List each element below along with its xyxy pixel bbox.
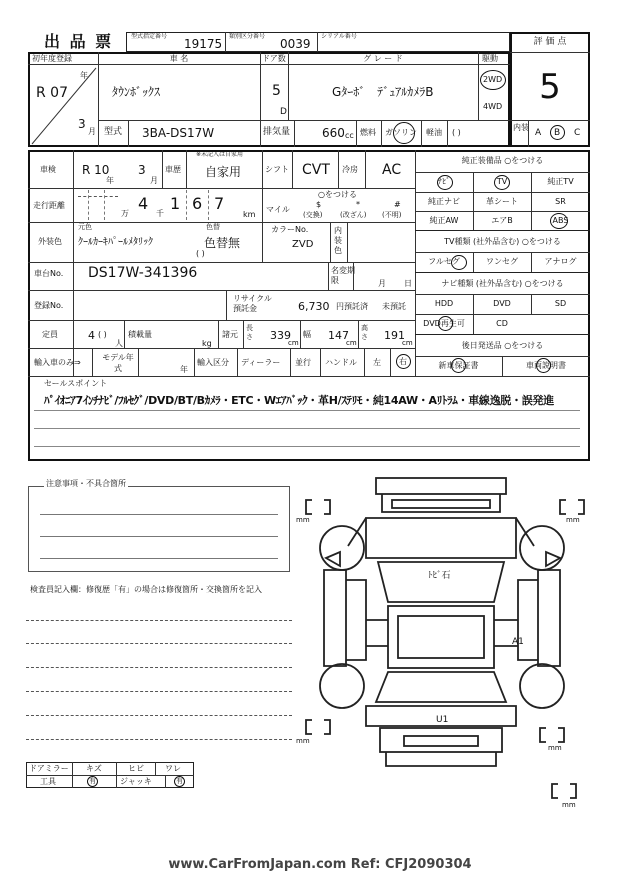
drive-2wd: 2WD (483, 75, 503, 84)
navi-sd: SD (554, 299, 567, 308)
interior-color-label: 内装色 (334, 226, 342, 255)
model-code-value: 3BA-DS17W (142, 126, 215, 140)
sales-point-label: セールスポイント (44, 379, 108, 388)
import-div-label: 輸入区分 (197, 358, 229, 367)
car-damage-diagram (296, 470, 596, 810)
load-label: 積載量 (128, 330, 152, 339)
color-no-label: カラーNo. (271, 225, 309, 234)
equip-leather-seat: 革シート (486, 197, 518, 206)
mileage-sen-unit: 千 (156, 209, 164, 218)
navi-type-title: ナビ種類 (社外品含む) ○をつける (441, 279, 564, 288)
shift-value: CVT (302, 162, 330, 178)
legend-scratch: キズ (86, 764, 102, 773)
color-paren: ( ) (196, 249, 205, 258)
capacity-value: 4 (88, 329, 95, 342)
mileage-km-unit: km (243, 210, 256, 219)
first-reg-label: 初年度登録 (32, 54, 72, 63)
color-no-value: ZVD (292, 239, 314, 250)
mileage-digit-man: 4 (138, 194, 149, 213)
history-note: ※未記入は自家用 (196, 151, 244, 158)
light-oil-value: ( ) (452, 128, 461, 137)
mm-rear-left: mm (296, 737, 310, 745)
asterisk-label: * (356, 200, 360, 209)
model-designation-value: 19175 (184, 37, 223, 51)
dollar-sub: (交換) (303, 211, 323, 219)
mm-front-right: mm (566, 516, 580, 524)
legend-break: ワレ (165, 764, 181, 773)
fuel-value: ガソリン (385, 128, 417, 137)
registration-label: 登録No. (34, 301, 64, 310)
navi-hdd: HDD (434, 299, 454, 308)
serial-label: シリアル番号 (321, 33, 357, 40)
not-deposited: 未預託 (382, 302, 406, 311)
mileage-man-unit: 万 (121, 209, 129, 218)
equip-airbag: エアB (491, 216, 513, 225)
dollar-label: $ (316, 200, 322, 209)
model-year-unit: 年 (180, 365, 188, 374)
width-value: 147 (328, 329, 349, 342)
height-label: 高さ (361, 324, 368, 341)
interior-c: C (574, 128, 581, 138)
mark-u1: U1 (436, 715, 449, 725)
equip-abs: ABS (552, 216, 569, 225)
length-label: 長さ (246, 324, 253, 341)
shaken-month: 3 (138, 163, 146, 177)
inspector-label: 検査員記入欄：修復歴「有」の場合は修復箇所・交換箇所を記入 (30, 585, 262, 594)
tv-oneseg: ワンセグ (486, 257, 518, 266)
shift-label: シフト (265, 165, 289, 174)
first-reg-month: 3 (78, 117, 86, 131)
displacement-value: 660 (322, 126, 345, 140)
mark-chipping: ﾄﾋﾞ石 (428, 571, 451, 581)
legend-tools: 工具 (40, 777, 56, 786)
sales-point-text: ﾊﾟｲｵﾆｱ7ｲﾝﾁﾅﾋﾞ/ﾌﾙｾｸﾞ/DVD/BT/Bｶﾒﾗ・ETC・Wｴｱﾊﾞｯｸ・革H/ｽﾃﾘﾓ・純14AW・Aﾘﾄﾗﾑ・車線逸脱・誤発進 (44, 394, 554, 407)
mile-label: マイル (266, 205, 290, 214)
form-title: 出 品 票 (44, 32, 114, 51)
fuel-label: 燃料 (360, 128, 376, 137)
chassis-value: DS17W-341396 (88, 265, 198, 281)
import-only-label: 輸入車のみ⇒ (34, 358, 81, 367)
capacity-paren: ( ) (98, 330, 107, 339)
mark-a1: A1 (512, 637, 524, 647)
load-kg-unit: kg (202, 339, 212, 348)
asterisk-sub: (改ざん) (340, 211, 367, 219)
mm-rear-right: mm (548, 744, 562, 752)
color-label: 外装色 (38, 237, 62, 246)
first-reg-year-unit: 年 (80, 71, 88, 80)
doors-value: 5 (272, 83, 281, 99)
chassis-label: 車台No. (34, 269, 64, 278)
category-value: 0039 (280, 37, 311, 51)
first-reg-era: R 07 (36, 85, 68, 101)
legend-tools-value: 有 (89, 777, 96, 785)
shaken-month-unit: 月 (150, 176, 158, 185)
color-original-value: ｸｰﾙｶｰｷﾊﾟｰﾙﾒﾀﾘｯｸ (78, 237, 153, 248)
mileage-circle-note: ○をつける (318, 190, 357, 199)
legend-door-mirror: ドアミラー (29, 764, 69, 773)
history-value: 自家用 (205, 165, 242, 179)
recycle-unit: 円預託済 (336, 302, 368, 311)
navi-cd: CD (496, 319, 508, 328)
first-reg-month-unit: 月 (88, 127, 96, 136)
car-name-label: 車 名 (169, 54, 189, 63)
later-shipment-title: 後日発送品 ○をつける (461, 341, 544, 350)
defects-label: 注意事項・不具合箇所 (46, 479, 126, 488)
drive-4wd: 4WD (483, 102, 503, 111)
grade-value: Gﾀｰﾎﾞ ﾃﾞｭｱﾙｶﾒﾗB (332, 85, 434, 99)
equip-genuine-navi: 純正ナビ (428, 197, 460, 206)
navi-dvd: DVD (493, 299, 511, 308)
model-designation-label: 型式指定番号 (131, 33, 168, 40)
color-change-label: 色替 (206, 223, 220, 231)
later-manual: 車両説明書 (526, 361, 566, 370)
grade-label: グ レ ー ド (363, 54, 403, 63)
color-change-value: 色替無 (204, 236, 241, 250)
defects-box (28, 486, 290, 572)
drive-label: 駆動 (482, 54, 498, 63)
color-original-label: 元色 (78, 223, 92, 231)
height-value: 191 (384, 329, 405, 342)
ac-label: 冷房 (342, 165, 358, 174)
shaken-label: 車検 (40, 165, 56, 174)
recycle-amount: 6,730 (298, 300, 330, 313)
mileage-digit-3: 7 (214, 194, 225, 213)
height-cm-unit: cm (402, 339, 413, 347)
width-label: 幅 (303, 330, 311, 339)
dims-label: 諸元 (222, 330, 238, 339)
ac-value: AC (382, 162, 402, 178)
capacity-person-unit: 人 (115, 339, 123, 348)
shaken-era: R 10 (82, 163, 110, 177)
chassis-day-unit: 日 (404, 279, 412, 288)
equip-genuine-tv: 純正TV (547, 177, 574, 186)
interior-label: 内装 (513, 123, 529, 132)
equip-sunroof: SR (555, 197, 566, 206)
interior-b: B (554, 128, 561, 138)
legend-jack-value: 有 (176, 777, 183, 785)
equipment-title: 純正装備品 ○をつける (461, 156, 544, 165)
handle-left: 左 (373, 358, 381, 367)
model-year-label: モデル年式 (102, 353, 134, 373)
doors-label: ドア数 (262, 54, 286, 63)
equip-genuine-aw: 純正AW (429, 216, 459, 225)
mileage-digit-1: 1 (170, 194, 181, 213)
mm-front-left: mm (296, 516, 310, 524)
later-warranty: 新車保証書 (438, 361, 479, 370)
handle-right: 右 (399, 357, 407, 366)
import-parallel: 並行 (295, 358, 311, 367)
name-change-label: 名変期限 (331, 266, 355, 285)
model-code-label: 型式 (104, 127, 123, 137)
length-cm-unit: cm (288, 339, 299, 347)
tv-analog: アナログ (544, 257, 577, 266)
tv-type-title: TV種類 (社外品含む) ○をつける (444, 237, 561, 246)
import-div-value: ディーラー (241, 358, 281, 367)
equip-tv: TV (496, 177, 508, 186)
watermark-footer: www.CarFromJapan.com Ref: CFJ2090304 (168, 857, 472, 872)
mileage-digit-2: 6 (192, 194, 203, 213)
category-label: 類別区分番号 (229, 33, 266, 40)
navi-dvd-playback: DVD再生可 (423, 319, 465, 328)
length-value: 339 (270, 329, 291, 342)
hash-label: # (394, 200, 401, 209)
legend-crack: ヒビ (128, 764, 144, 773)
shaken-year-unit: 年 (106, 176, 114, 185)
doors-sub: D (280, 107, 287, 117)
mileage-label: 走行距離 (33, 201, 65, 210)
capacity-label: 定員 (42, 330, 58, 339)
car-name-value: ﾀｳﾝﾎﾞｯｸｽ (112, 85, 161, 99)
handle-label: ハンドル (325, 358, 357, 367)
recycle-label: リサイクル預託金 (233, 294, 272, 313)
chassis-month-unit: 月 (378, 279, 386, 288)
rating-value: 5 (539, 67, 561, 107)
width-cm-unit: cm (346, 339, 357, 347)
displacement-label: 排気量 (263, 127, 291, 137)
displacement-unit: cc (345, 131, 354, 140)
history-label: 車歴 (165, 165, 181, 174)
tv-fullseg: フルセグ (428, 257, 460, 266)
rating-label: 評 価 点 (533, 37, 567, 47)
mm-spare: mm (562, 801, 576, 809)
equip-navi: ﾅﾋﾞ (438, 177, 450, 186)
light-oil-label: 軽油 (426, 128, 442, 137)
legend-jack: ジャッキ (120, 777, 152, 786)
hash-sub: (不明) (382, 211, 402, 219)
interior-a: A (535, 128, 542, 138)
